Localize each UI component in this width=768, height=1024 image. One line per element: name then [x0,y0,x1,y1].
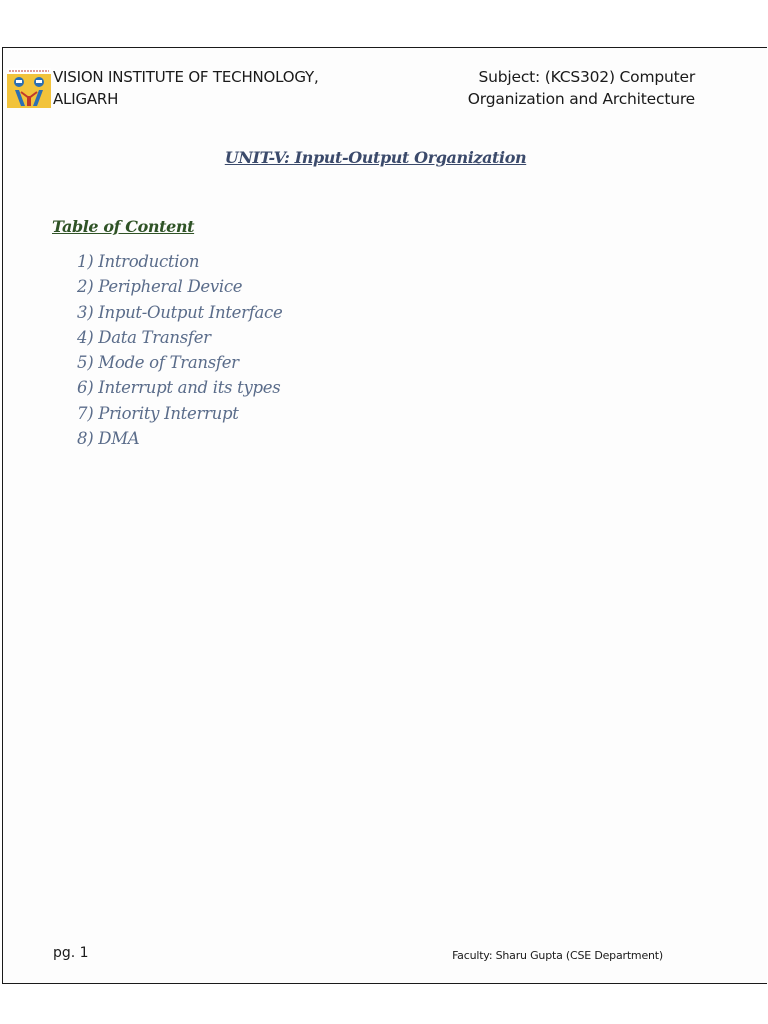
document-page [2,47,767,984]
subject-info [468,66,695,110]
subject-line2: Organization and Architecture [467,90,695,108]
institute-name-line2: ALIGARH [53,90,119,108]
toc-heading: Table of Content [52,217,195,236]
toc-item: 8) DMA [77,429,140,449]
faculty-credit: Faculty: Sharu Gupta (CSE Department) [452,949,663,962]
toc-item: 4) Data Transfer [77,327,211,347]
toc-list [77,249,282,451]
toc-item: 6) Interrupt and its types [77,378,281,398]
page-number: pg. 1 [53,945,89,961]
toc-item: 1) Introduction [77,252,200,271]
toc-item: 7) Priority Interrupt [77,403,239,423]
toc-item: 2) Peripheral Device [77,277,243,297]
toc-item: 5) Mode of Transfer [77,353,239,373]
institute-logo-icon [7,68,51,108]
unit-title: UNIT-V: Input-Output Organization [224,148,527,167]
toc-item: 3) Input-Output Interface [77,302,283,322]
institute-name-line1: VISION INSTITUTE OF TECHNOLOGY, [53,68,319,86]
institute-name [53,66,319,110]
subject-line1: Subject: (KCS302) Computer [478,68,695,86]
